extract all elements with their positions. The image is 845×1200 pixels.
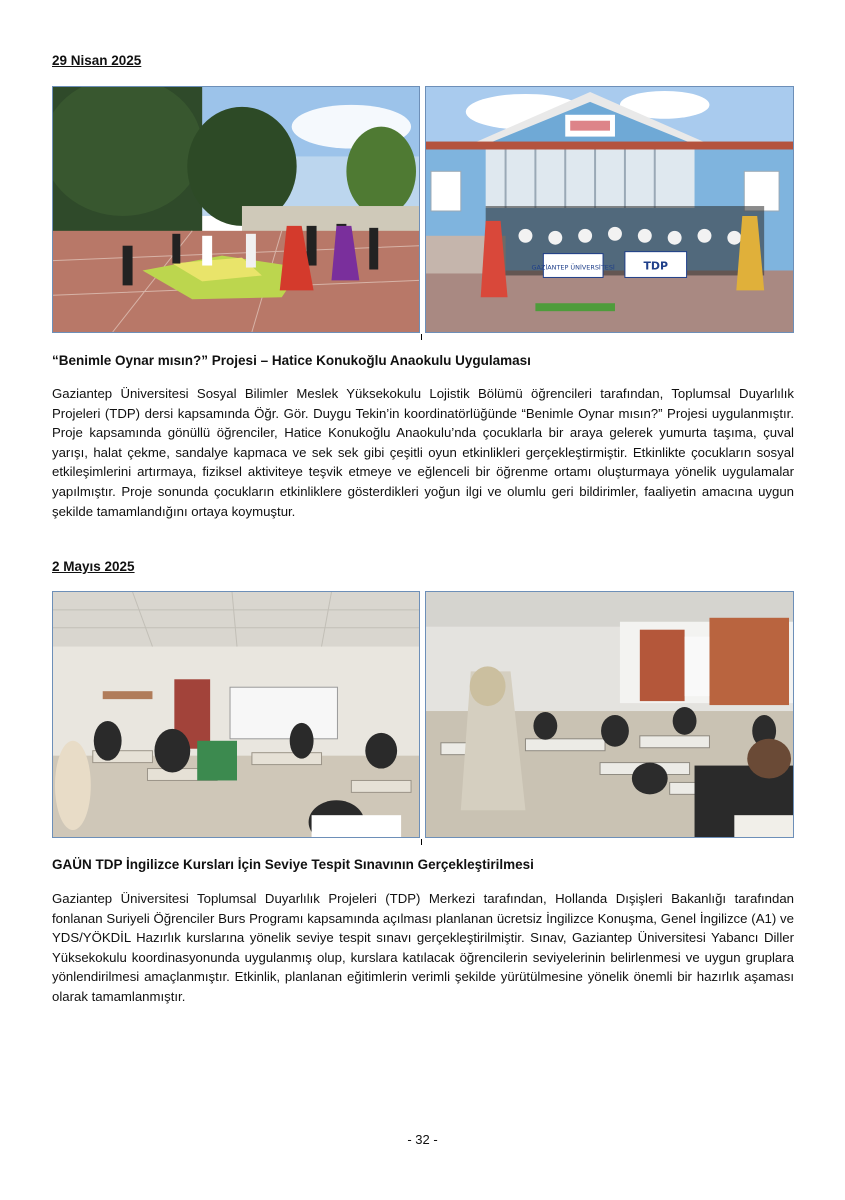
photo-separator-1 [421, 334, 422, 340]
section1-paragraph: Gaziantep Üniversitesi Sosyal Bilimler Meslek Yüksekokulu Lojistik Bölümü öğrencileri tarafından, Toplumsal Duyarlılık Projeleri (TDP) dersi kapsamında Öğr. Gör. Duygu Tekin’in koordinatörlüğünde “Benimle Oynar mısın?” Projesi uygulanmıştır. Proje kapsamında gönüllü öğrenciler, Hatice Konukoğlu Anaokulu’nda çocuklarla bir araya gelerek yumurta taşıma, çuval yarışı, halat çekme, sandalye kapmaca ve sek sek gibi çeşitli oyun etkinlikleri gerçekleştirmiştir. Etkinlikte çocukların sosyal etkileşimlerini artırmaya, fiziksel aktiviteye teşvik etmeye ve eğlenceli bir öğrenme ortamı oluşturmaya yönelik uygulamalar yapılmıştır. Proje sonunda çocukların etkinliklere gösterdikleri yoğun ilgi ve olumlu geri bildirimler, faaliyetin amacına uygun şekilde tamamlandığını ortaya koymuştur. [52, 386, 794, 519]
photo-kindergarten-group [425, 86, 794, 333]
section2-paragraph: Gaziantep Üniversitesi Toplumsal Duyarlılık Projeleri (TDP) Merkezi tarafından, Hollanda Dışişleri Bakanlığı tarafından fonlanan Suriyeli Öğrenciler Burs Programı kapsamında açılması planlanan ücretsiz İngilizce Konuşma, Genel İngilizce (A1) ve YDS/YÖKDİL Hazırlık kurslarına yönelik seviye tespit sınavı gerçekleştirilmiştir. Sınav, Gaziantep Üniversitesi Yabancı Diller Yüksekokulu koordinasyonunda uygulanmış olup, kurslara katılacak öğrencilerin seviyelerinin belirlenmesi ve uygun gruplara yönlendirilmesi amaçlanmıştır. Etkinlik, planlanan eğitimlerin verimli şekilde yürütülmesine yönelik önemli bir hazırlık aşaması olarak tamamlanmıştır. [52, 891, 794, 1004]
photo-separator-2 [421, 839, 422, 845]
section2-heading: GAÜN TDP İngilizce Kursları İçin Seviye Tespit Sınavının Gerçekleştirilmesi [52, 857, 534, 872]
section1-date: 29 Nisan 2025 [52, 53, 142, 68]
page-number: - 32 - [407, 1132, 438, 1147]
banner-right-text: TDP [643, 259, 669, 273]
photo-exam-classroom [52, 591, 420, 838]
photo-exam-hall [425, 591, 794, 838]
section1-heading: “Benimle Oynar mısın?” Projesi – Hatice Konukoğlu Anaokulu Uygulaması [52, 353, 531, 368]
section2-date: 2 Mayıs 2025 [52, 559, 135, 574]
banner-left-text: GAZİANTEP ÜNİVERSİTESİ [531, 263, 615, 272]
photo-kindergarten-games [52, 86, 420, 333]
